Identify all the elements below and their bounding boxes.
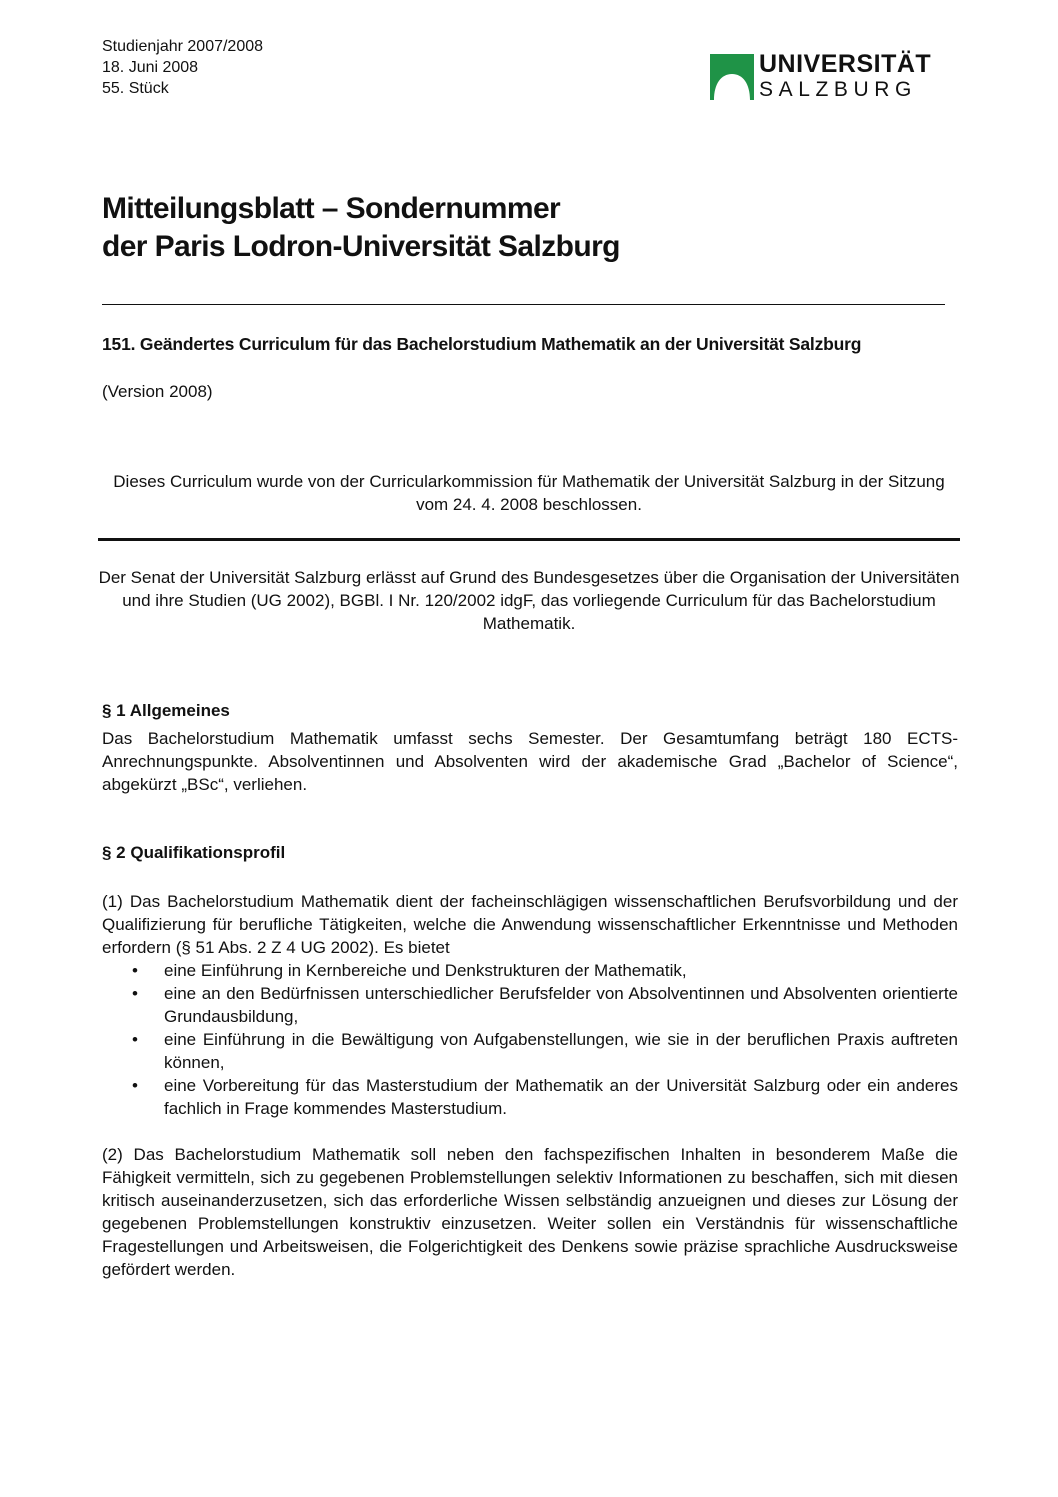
section-2-paragraph-1: (1) Das Bachelorstudium Mathematik dient der facheinschlägigen wissenschaftlichen Berufsvorbildung und der Qualifizierung für berufliche Tätigkeiten, welche die Anwendung wissenschaftlicher Erkenntnisse und Methoden erfordern (§ 51 Abs. 2 Z 4 UG 2002). Es bietet xyxy=(102,892,958,957)
academic-year: Studienjahr 2007/2008 xyxy=(102,38,264,55)
title-line-1: Mitteilungsblatt – Sondernummer xyxy=(102,192,561,225)
resolution-note: Dieses Curriculum wurde von der Curricularkommission für Mathematik der Universität Salzburg in der Sitzung vom 24. 4. 2008 beschlossen. xyxy=(113,472,945,514)
bullet-icon: • xyxy=(132,961,138,980)
qualification-list xyxy=(102,959,958,1120)
list-item: • eine Einführung in Kernbereiche und Denkstrukturen der Mathematik, xyxy=(132,961,687,980)
logo-text-salzburg: SALZBURG xyxy=(759,78,917,101)
section-divider xyxy=(98,538,960,541)
title-divider xyxy=(102,304,945,305)
arch-logo-icon xyxy=(710,54,754,100)
logo-text-universitaet: UNIVERSITÄT xyxy=(759,50,932,78)
page-title xyxy=(102,190,620,266)
issue-date: 18. Juni 2008 xyxy=(102,59,199,76)
bullet-icon: • xyxy=(132,1030,138,1049)
list-item: • eine Einführung in die Bewältigung von Aufgabenstellungen, wie sie in der beruflichen Praxis auftreten können, xyxy=(132,1030,958,1072)
section-2-paragraph-2: (2) Das Bachelorstudium Mathematik soll neben den fachspezifischen Inhalten in besonderem Maße die Fähigkeit vermitteln, sich zu gegebenen Problemstellungen selektiv Informationen zu beschaffen, sich mit diesen kritisch auseinanderzusetzen, sich das erforderliche Wissen selbständig anzueignen und dieses zur Lösung der gegebenen Problemstellungen konstruktiv einzusetzen. Weiter sollen ein Verständnis für wissenschaftliche Fragestellungen und Arbeitsweisen, die Folgerichtigkeit des Denkens sowie präzise sprachliche Ausdrucksweise gefördert werden. xyxy=(102,1145,958,1279)
list-item: • eine Vorbereitung für das Masterstudium der Mathematik an der Universität Salzburg oder ein anderes fachlich in Frage kommendes Masterstudium. xyxy=(132,1076,958,1118)
curriculum-heading: 151. Geändertes Curriculum für das Bachelorstudium Mathematik an der Universität Salzburg xyxy=(102,334,862,354)
section-1-text: Das Bachelorstudium Mathematik umfasst sechs Semester. Der Gesamtumfang beträgt 180 ECTS-Anrechnungspunkte. Absolventinnen und Absolventen wird der akademische Grad „Bachelor of Science“, abgekürzt „BSc“, verliehen. xyxy=(102,729,958,794)
bullet-icon: • xyxy=(132,984,138,1003)
university-logo xyxy=(710,50,932,104)
list-item: • eine an den Bedürfnissen unterschiedlicher Berufsfelder von Absolventinnen und Absolventen orientierte Grundausbildung, xyxy=(132,984,958,1026)
section-2-heading: § 2 Qualifikationsprofil xyxy=(102,843,286,862)
issue-meta xyxy=(102,36,263,99)
issue-number: 55. Stück xyxy=(102,80,169,97)
version-label: (Version 2008) xyxy=(102,382,213,401)
senate-preamble: Der Senat der Universität Salzburg erlässt auf Grund des Bundesgesetzes über die Organisation der Universitäten und ihre Studien (UG 2002), BGBl. I Nr. 120/2002 idgF, das vorliegende Curriculum für das Bachelorstudium Mathematik. xyxy=(98,568,960,633)
bullet-icon: • xyxy=(132,1076,138,1095)
section-1-heading: § 1 Allgemeines xyxy=(102,701,230,720)
title-line-2: der Paris Lodron-Universität Salzburg xyxy=(102,230,620,263)
